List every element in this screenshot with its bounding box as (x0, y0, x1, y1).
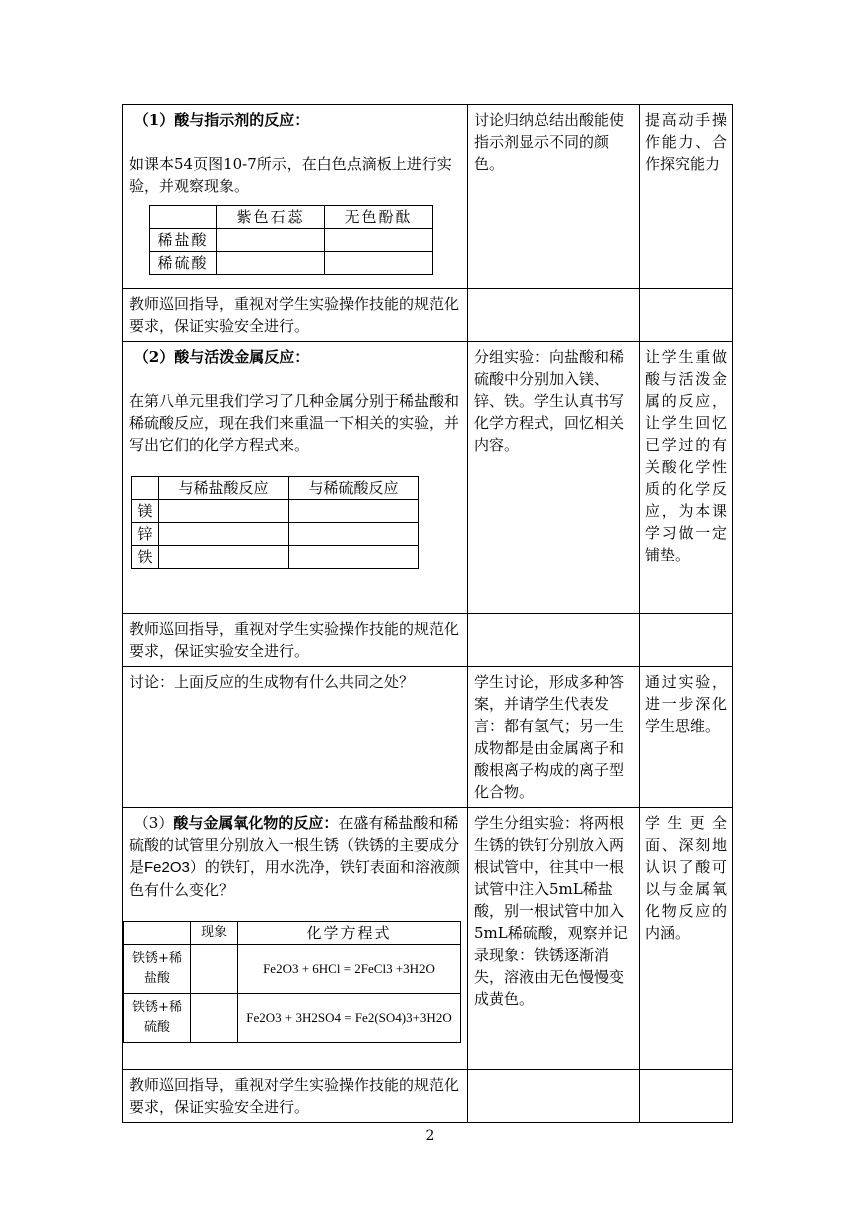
student-activity-cell: 学生讨论，形成多种答案，并请学生代表发言：都有氢气；另一生成物都是由金属离子和酸根离子构成的离子型化合物。 (468, 667, 640, 808)
row-label: 铁锈+稀盐酸 (124, 945, 191, 994)
column-header: 紫色石蕊 (217, 206, 325, 229)
teacher-note-row (123, 1070, 733, 1123)
design-intent-cell: 学生更全面、深刻地认识了酸可以与金属氧化物反应的内涵。 (640, 808, 733, 1070)
row-oxide-reaction (123, 808, 733, 1070)
teacher-note-row (123, 614, 733, 667)
row-label: 锌 (132, 523, 159, 546)
section-description: 在第八单元里我们学习了几种金属分别于稀盐酸和稀硫酸反应，现在我们来重温一下相关的实验，并写出它们的化学方程式来。 (129, 392, 460, 454)
row-label: 铁 (132, 546, 159, 569)
column-header: 化学方程式 (238, 922, 461, 945)
section-description: 如课本54页图10-7所示，在白色点滴板上进行实验，并观察现象。 (129, 155, 452, 195)
student-activity-cell: 学生分组实验：将两根生锈的铁钉分别放入两根试管中，往其中一根试管中注入5mL稀盐酸，别一根试管中加入5mL稀硫酸，观察并记录现象：铁锈逐渐消失，溶液由无色慢慢变成黄色。 (468, 808, 640, 1070)
row-label: 稀盐酸 (150, 229, 217, 252)
teacher-note: 教师巡回指导，重视对学生实验操作技能的规范化要求，保证实验安全进行。 (123, 614, 468, 667)
row-discussion (123, 667, 733, 808)
column-header: 无色酚酞 (325, 206, 433, 229)
teacher-note: 教师巡回指导，重视对学生实验操作技能的规范化要求，保证实验安全进行。 (123, 289, 468, 342)
student-activity-cell: 讨论归纳总结出酸能使指示剂显示不同的颜色。 (468, 105, 640, 289)
column-header: 与稀盐酸反应 (159, 477, 289, 500)
section-title: （1）酸与指示剂的反应： (133, 111, 310, 129)
chemical-equation: Fe2O3 + 6HCl = 2FeCl3 +3H2O (238, 945, 461, 994)
teacher-note-row (123, 289, 733, 342)
iron-oxide-formula: Fe2O3 (144, 859, 190, 876)
chemical-equation: Fe2O3 + 3H2SO4 = Fe2(SO4)3+3H2O (238, 994, 461, 1043)
row-label: 铁锈+稀硫酸 (124, 994, 191, 1043)
column-header: 现象 (191, 922, 238, 945)
teacher-activity-cell: 讨论：上面反应的生成物有什么共同之处？ (123, 667, 468, 808)
design-intent-cell: 提高动手操作能力、合作探究能力 (640, 105, 733, 289)
student-activity-cell: 分组实验：向盐酸和稀硫酸中分别加入镁、锌、铁。学生认真书写化学方程式，回忆相关内容。 (468, 342, 640, 614)
row-label: 镁 (132, 500, 159, 523)
row-indicator-reaction (123, 105, 733, 289)
oxide-reaction-table (123, 921, 461, 1043)
row-metal-reaction (123, 342, 733, 614)
section-description: （3）酸与金属氧化物的反应：在盛有稀盐酸和稀硫酸的试管里分别放入一根生锈（铁锈的主要成分是Fe2O3）的铁钉，用水洗净，铁钉表面和溶液颜色有什么变化？ (129, 814, 460, 899)
page-number: 2 (425, 1128, 435, 1144)
column-header: 与稀硫酸反应 (289, 477, 419, 500)
lesson-plan-table (122, 104, 733, 1123)
indicator-table (149, 205, 433, 275)
section-title: （2）酸与活泼金属反应： (133, 348, 310, 366)
metal-reaction-table (131, 476, 419, 569)
teacher-activity-cell (123, 342, 468, 614)
design-intent-cell: 通过实验，进一步深化学生思维。 (640, 667, 733, 808)
design-intent-cell: 让学生重做酸与活泼金属的反应，让学生回忆已学过的有关酸化学性质的化学反应，为本课学习做一定铺垫。 (640, 342, 733, 614)
teacher-note: 教师巡回指导，重视对学生实验操作技能的规范化要求，保证实验安全进行。 (123, 1070, 468, 1123)
teacher-activity-cell (123, 808, 468, 1070)
teacher-activity-cell (123, 105, 468, 289)
row-label: 稀硫酸 (150, 252, 217, 275)
